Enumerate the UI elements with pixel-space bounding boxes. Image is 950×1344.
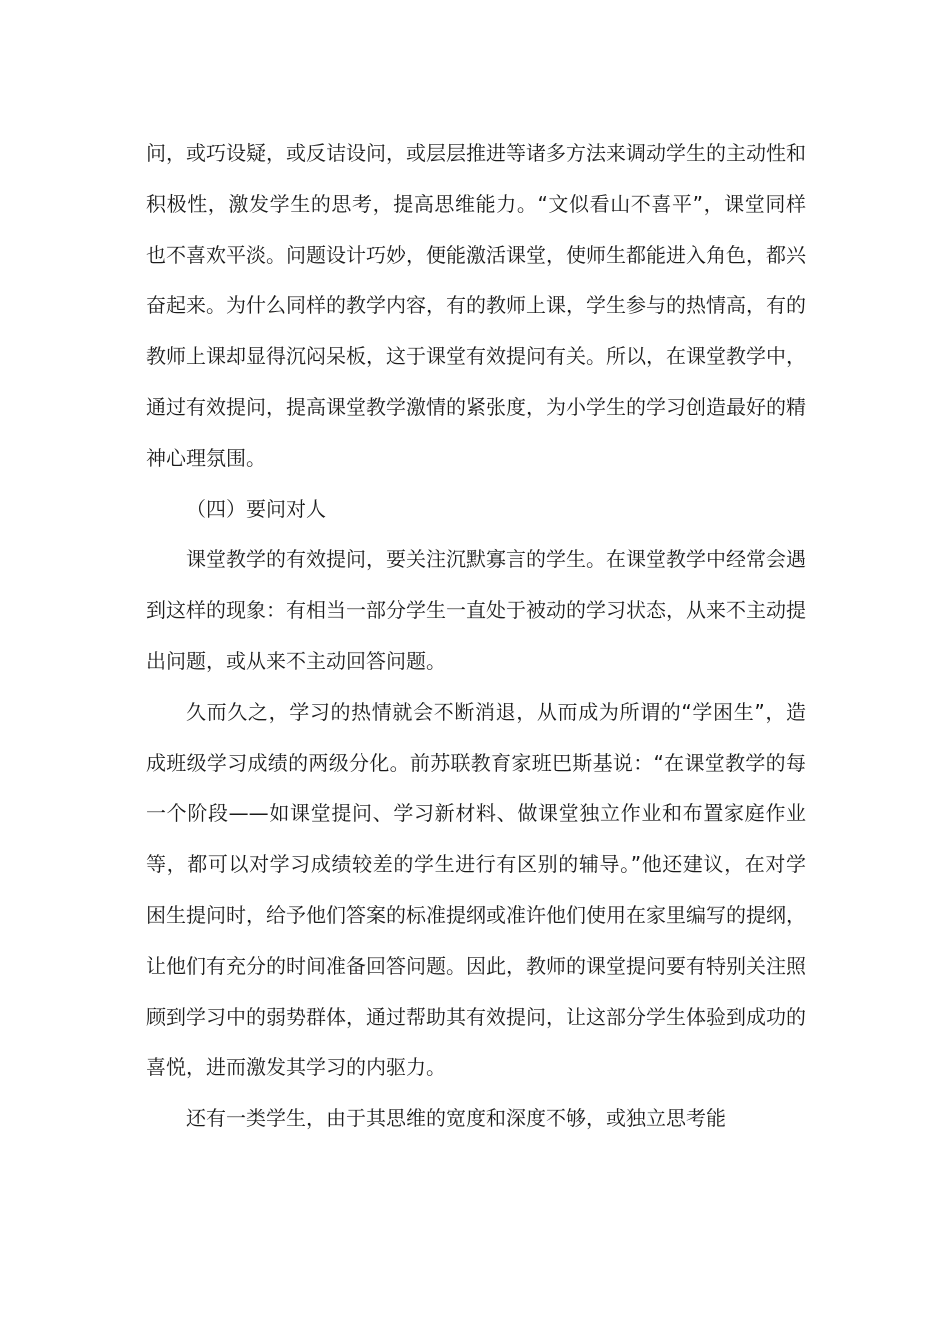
document-body (146, 128, 806, 1144)
paragraph: 还有一类学生，由于其思维的宽度和深度不够，或独立思考能 (186, 1106, 726, 1131)
paragraph: 久而久之，学习的热情就会不断消退，从而成为所谓的“学困生”，造成班级学习成绩的两级分化。前苏联教育家班巴斯基说：“在课堂教学的每一个阶段——如课堂提问、学习新材料、做课堂独立作业和布置家庭作业等，都可以对学习成绩较差的学生进行有区别的辅导。”他还建议，在对学困生提问时，给予他们答案的标准提纲或准许他们使用在家里编写的提纲，让他们有充分的时间准备回答问题。因此，教师的课堂提问要有特别关注照顾到学习中的弱势群体，通过帮助其有效提问，让这部分学生体验到成功的喜悦，进而激发其学习的内驱力。 (146, 699, 806, 1080)
paragraph: 课堂教学的有效提问，要关注沉默寡言的学生。在课堂教学中经常会遇到这样的现象：有相当一部分学生一直处于被动的学习状态，从来不主动提出问题，或从来不主动回答问题。 (146, 547, 806, 673)
paragraph-continuation: 问，或巧设疑，或反诘设问，或层层推进等诸多方法来调动学生的主动性和积极性，激发学生的思考，提高思维能力。“文似看山不喜平”，课堂同样也不喜欢平淡。问题设计巧妙，便能激活课堂，使师生都能进入角色，都兴奋起来。为什么同样的教学内容，有的教师上课，学生参与的热情高，有的教师上课却显得沉闷呆板，这于课堂有效提问有关。所以，在课堂教学中，通过有效提问，提高课堂教学激情的紧张度，为小学生的学习创造最好的精神心理氛围。 (146, 141, 806, 470)
section-heading: （四）要问对人 (186, 496, 326, 521)
